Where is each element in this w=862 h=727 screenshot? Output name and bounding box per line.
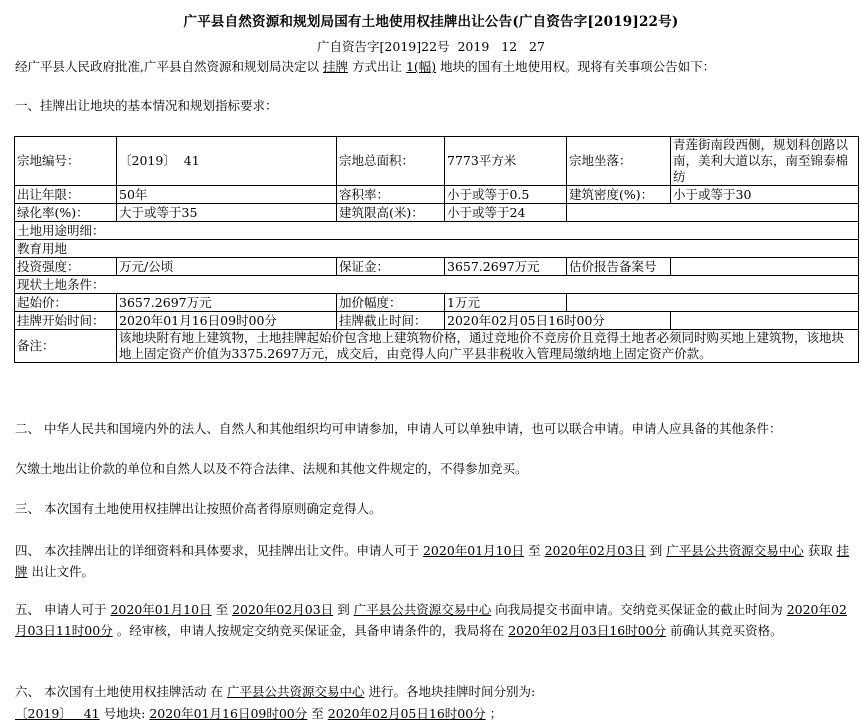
table-row (15, 204, 859, 222)
section6-text: 六、 本次国有土地使用权挂牌活动 在 (15, 684, 223, 699)
appraisal-value (671, 258, 859, 276)
section5-text: 到 (337, 602, 350, 617)
green-value: 大于或等于35 (117, 204, 337, 222)
table-row (15, 186, 859, 204)
green-label: 绿化率(%)： (15, 204, 117, 222)
section5-deposit-deadline: 2020年02月03日11时00分 (15, 602, 847, 638)
section4-text: 至 (528, 543, 541, 558)
term-value: 50年 (117, 186, 337, 204)
section5-text: 前确认其竞买资格。 (670, 623, 783, 638)
height-label: 建筑限高(米)： (337, 204, 445, 222)
intro-suffix: 地块的国有土地使用权。现将有关事项公告如下： (440, 59, 716, 74)
remark-label: 备注： (15, 330, 117, 363)
table-row (15, 276, 859, 294)
section4-text: 获取 (807, 543, 833, 558)
intro-middle: 方式出让 (351, 59, 402, 74)
section5-date-start: 2020年01月10日 (110, 602, 212, 617)
table-row (15, 222, 859, 240)
total-area-label: 宗地总面积： (337, 137, 445, 186)
deposit-label: 保证金： (337, 258, 445, 276)
location-label: 宗地坐落： (567, 137, 671, 186)
increment-label: 加价幅度： (337, 294, 445, 312)
appraisal-label: 估价报告备案号 (567, 258, 671, 276)
schedule-parcel: 〔2019〕 41 (15, 706, 100, 721)
intro-count: 1(幅) (405, 59, 437, 74)
intro-prefix: 经广平县人民政府批准,广平县自然资源和规划局决定以 (15, 59, 319, 74)
section4-paragraph (15, 540, 853, 582)
section4-text: 出让文件。 (31, 564, 95, 579)
listing-start-value: 2020年01月16日09时00分 (117, 312, 337, 330)
section4-place: 广平县公共资源交易中心 (666, 543, 804, 558)
empty-cell (567, 294, 859, 312)
far-label: 容积率： (337, 186, 445, 204)
table-row (15, 258, 859, 276)
deposit-value: 3657.2697万元 (445, 258, 567, 276)
intro-method: 挂牌 (322, 59, 348, 74)
section5-text: 。经审核，申请人按规定交纳竞买保证金，具备申请条件的，我局将在 (116, 623, 505, 638)
section5-text: 至 (215, 602, 229, 617)
section5-text: 五、 申请人可于 (15, 602, 107, 617)
section5-paragraph (15, 599, 853, 641)
use-detail-label: 土地用途明细： (15, 222, 859, 240)
empty-cell (567, 204, 859, 222)
table-row (15, 330, 859, 363)
table-row (15, 240, 859, 258)
start-price-value: 3657.2697万元 (117, 294, 337, 312)
invest-label: 投资强度： (15, 258, 117, 276)
page-title: 广平县自然资源和规划局国有土地使用权挂牌出让公告(广自资告字[2019]22号) (183, 14, 679, 30)
section6-paragraph (15, 682, 855, 702)
schedule-tail: ； (489, 706, 503, 721)
table-row (15, 294, 859, 312)
invest-value: 万元/公顷 (117, 258, 337, 276)
listing-start-label: 挂牌开始时间： (15, 312, 117, 330)
increment-value: 1万元 (445, 294, 567, 312)
start-price-label: 起始价： (15, 294, 117, 312)
document-number: 广自资告字[2019]22号 2019 12 27 (317, 39, 545, 54)
section2-condition: 欠缴土地出让价款的单位和自然人以及不符合法律、法规和其他文件规定的，不得参加竞买。 (15, 461, 528, 476)
parcel-no-label: 宗地编号： (15, 137, 117, 186)
remark-value: 该地块附有地上建筑物，土地挂牌起始价包含地上建筑物价格，通过竞地价不竞房价且竞得土地者必须同时购买地上建筑物，该地块地上固定资产价值为3375.2697万元，成交后，由竞得人向广平县非税收入管理局缴纳地上固定资产价款。 (117, 330, 859, 363)
far-value: 小于或等于0.5 (445, 186, 567, 204)
section5-date-end: 2020年02月03日 (232, 602, 334, 617)
density-value: 小于或等于30 (671, 186, 859, 204)
section3-paragraph: 三、 本次国有土地使用权挂牌出让按照价高者得原则确定竞得人。 (15, 501, 382, 516)
section6-text: 进行。各地块挂牌时间分别为: (368, 684, 536, 699)
section4-date-end: 2020年02月03日 (544, 543, 646, 558)
listing-end-label: 挂牌截止时间： (337, 312, 445, 330)
section2-paragraph: 二、 中华人民共和国境内外的法人、自然人和其他组织均可申请参加，申请人可以单独申请，也可以联合申请。申请人应具备的其他条件： (15, 421, 782, 436)
table-row (15, 137, 859, 186)
section4-date-start: 2020年01月10日 (422, 543, 525, 558)
schedule-label: 号地块: (103, 706, 146, 721)
table-row (15, 312, 859, 330)
schedule-line (15, 704, 855, 724)
section4-method: 挂牌 (15, 543, 850, 579)
section5-text: 向我局提交书面申请。交纳竞买保证金的截止时间为 (495, 602, 783, 617)
parcel-no-value: 〔2019〕 41 (117, 137, 337, 186)
schedule-end: 2020年02月05日16时00分 (327, 706, 486, 721)
section4-text: 到 (649, 543, 663, 558)
total-area-value: 7773平方米 (445, 137, 567, 186)
density-label: 建筑密度(%)： (567, 186, 671, 204)
location-value: 青莲街南段西侧，规划科创路以南，美利大道以东，南至锦泰棉纺 (671, 137, 859, 186)
schedule-start: 2020年01月16日09时00分 (149, 706, 308, 721)
intro-paragraph (15, 57, 855, 77)
section5-confirm-time: 2020年02月03日16时00分 (508, 623, 667, 638)
use-value: 教育用地 (15, 240, 859, 258)
section1-heading: 一、挂牌出让地块的基本情况和规划指标要求： (15, 98, 278, 113)
listing-end-value: 2020年02月05日16时00分 (445, 312, 671, 330)
height-value: 小于或等于24 (445, 204, 567, 222)
empty-cell (671, 312, 859, 330)
term-label: 出让年限： (15, 186, 117, 204)
section6-place: 广平县公共资源交易中心 (226, 684, 365, 699)
section4-text: 四、 本次挂牌出让的详细资料和具体要求，见挂牌出让文件。申请人可于 (15, 543, 419, 558)
status-label: 现状土地条件： (15, 276, 859, 294)
section5-place: 广平县公共资源交易中心 (353, 602, 492, 617)
schedule-to: 至 (311, 706, 324, 721)
parcel-info-table (14, 136, 859, 363)
